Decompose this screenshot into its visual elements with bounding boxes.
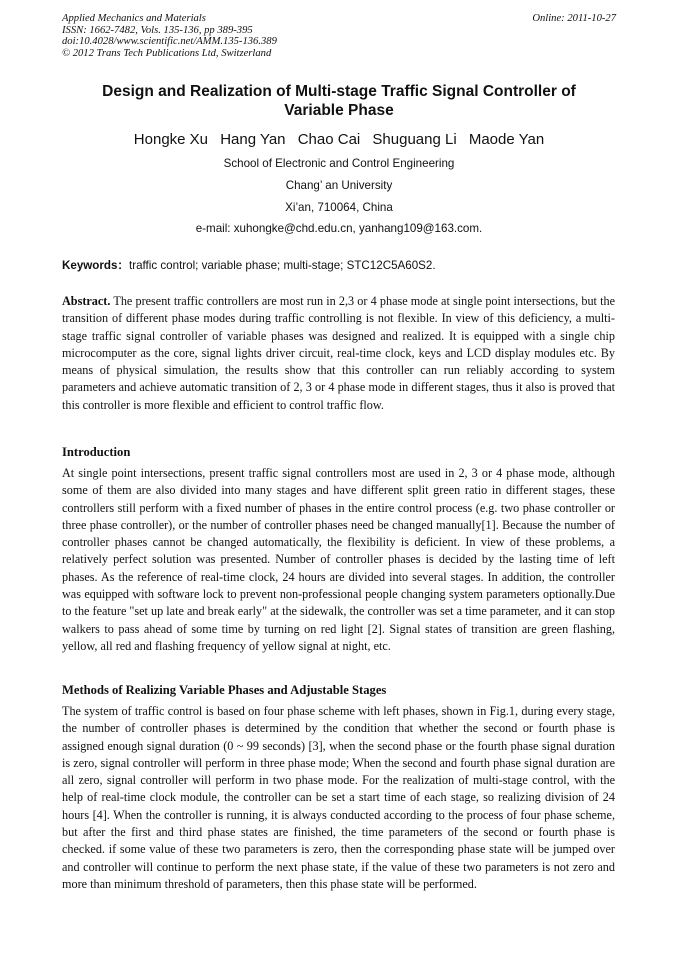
affiliation-university: Chang’ an University [285, 179, 393, 192]
keywords [62, 259, 616, 273]
author-name: Shuguang Li [372, 131, 457, 148]
introduction-heading: Introduction [62, 445, 131, 459]
keywords-label: Keywords： [62, 259, 130, 272]
abstract-text: The present traffic controllers are most run in 2,3 or 4 phase mode at single point intersections, but the transition of different phase modes during traffic controlling is not flexible. In view of this deficiency, a multi-stage traffic signal controller of variable phases was designed and realized. It is equipped with a single chip microcomputer as the core, signal lights driver circuit, real-time clock, keys and LCD display modules etc. By means of physical simulation, the results show that this controller can run reliably according to system parameters and achieve automatic transition of 2, 3 or 4 phase mode in different stages, thus it also is proved that this controller is more flexible and efficient to control traffic flow. [62, 294, 615, 412]
journal-header [62, 13, 616, 59]
methods-heading: Methods of Realizing Variable Phases and Adjustable Stages [62, 683, 387, 697]
abstract-label: Abstract. [62, 294, 111, 308]
affiliation-email: e-mail: xuhongke@chd.edu.cn, yanhang109@163.com. [195, 222, 483, 235]
author-list [62, 131, 616, 149]
abstract [62, 293, 615, 414]
online-date: Online: 2011-10-27 [532, 13, 616, 24]
title-line-1: Design and Realization of Multi-stage Traffic Signal Controller of [102, 83, 576, 100]
affiliation-city: Xi’an, 710064, China [285, 201, 393, 214]
copyright-line: © 2012 Trans Tech Publications Ltd, Switzerland [62, 47, 272, 59]
title-line-2: Variable Phase [284, 102, 394, 119]
author-name: Maode Yan [468, 131, 545, 148]
doi-line: doi:10.4028/www.scientific.net/AMM.135-136.389 [62, 36, 277, 48]
paper-title [70, 82, 608, 120]
author-name: Hang Yan [220, 131, 286, 148]
journal-name: Applied Mechanics and Materials [62, 13, 206, 24]
author-name: Chao Cai [297, 131, 361, 148]
methods-text: The system of traffic control is based on four phase scheme with left phases, shown in Fig.1, during every stage, the number of controller phases is determined by the condition that whether the second or fourth phase is assigned enough signal duration (0 ~ 99 seconds) [3], when the second phase or the fourth phase signal duration is zero, signal controller will perform in three phase mode; When the second and fourth phase signal duration are all zero, signal controller will perform in two phase mode. For the realization of multi-stage control, with the help of real-time clock module, the controller can be set a start time of each stage, so realizing division of 24 hours [4]. When the controller is running, it is always conducted according to the process of four phase scheme, but after the first and third phase states are finished, the time parameters of the second or fourth phase is checked. if some value of these two parameters is zero, then the corresponding phase state will be jumped over and controller will continue to perform the next phase state, if the value of these two parameters is not zero and more than minimum threshold of parameters, then this phase state will be performed. [62, 704, 615, 891]
author-name: Hongke Xu [133, 131, 209, 148]
affiliation-school: School of Electronic and Control Engineering [223, 157, 455, 170]
introduction-text: At single point intersections, present traffic signal controllers most are used in 2, 3 or 4 phase mode, although some of them are also divided into many stages and have different split green ratio in different stages, these controllers still perform with a fixed number of phases in the entire control process (e.g. two phase controller or three phase controller), or the number of controller phases need be changed manually[1]. Because the number of controller phases cannot be changed automatically, the flexibility is deficient. In view of these problems, a relatively perfect solution was presented. Number of controller phases is decided by the lasting time of left phases. As the reference of real-time clock, 24 hours are divided into several stages. In addition, the controller was equipped with software lock to prevent non-professional people changing system parameters optionally.Due to the feature "set up late and break early" at the sidewalk, the controller was set a time parameter, and it can stop walkers to pass ahead of some time by turning on red light [2]. Signal states of transition are green flashing, yellow, all red and flashing frequency of yellow signal at night, etc. [62, 466, 615, 653]
keywords-text: traffic control; variable phase; multi-stage; STC12C5A60S2. [129, 259, 436, 272]
issn-line: ISSN: 1662-7482, Vols. 135-136, pp 389-395 [62, 24, 253, 36]
